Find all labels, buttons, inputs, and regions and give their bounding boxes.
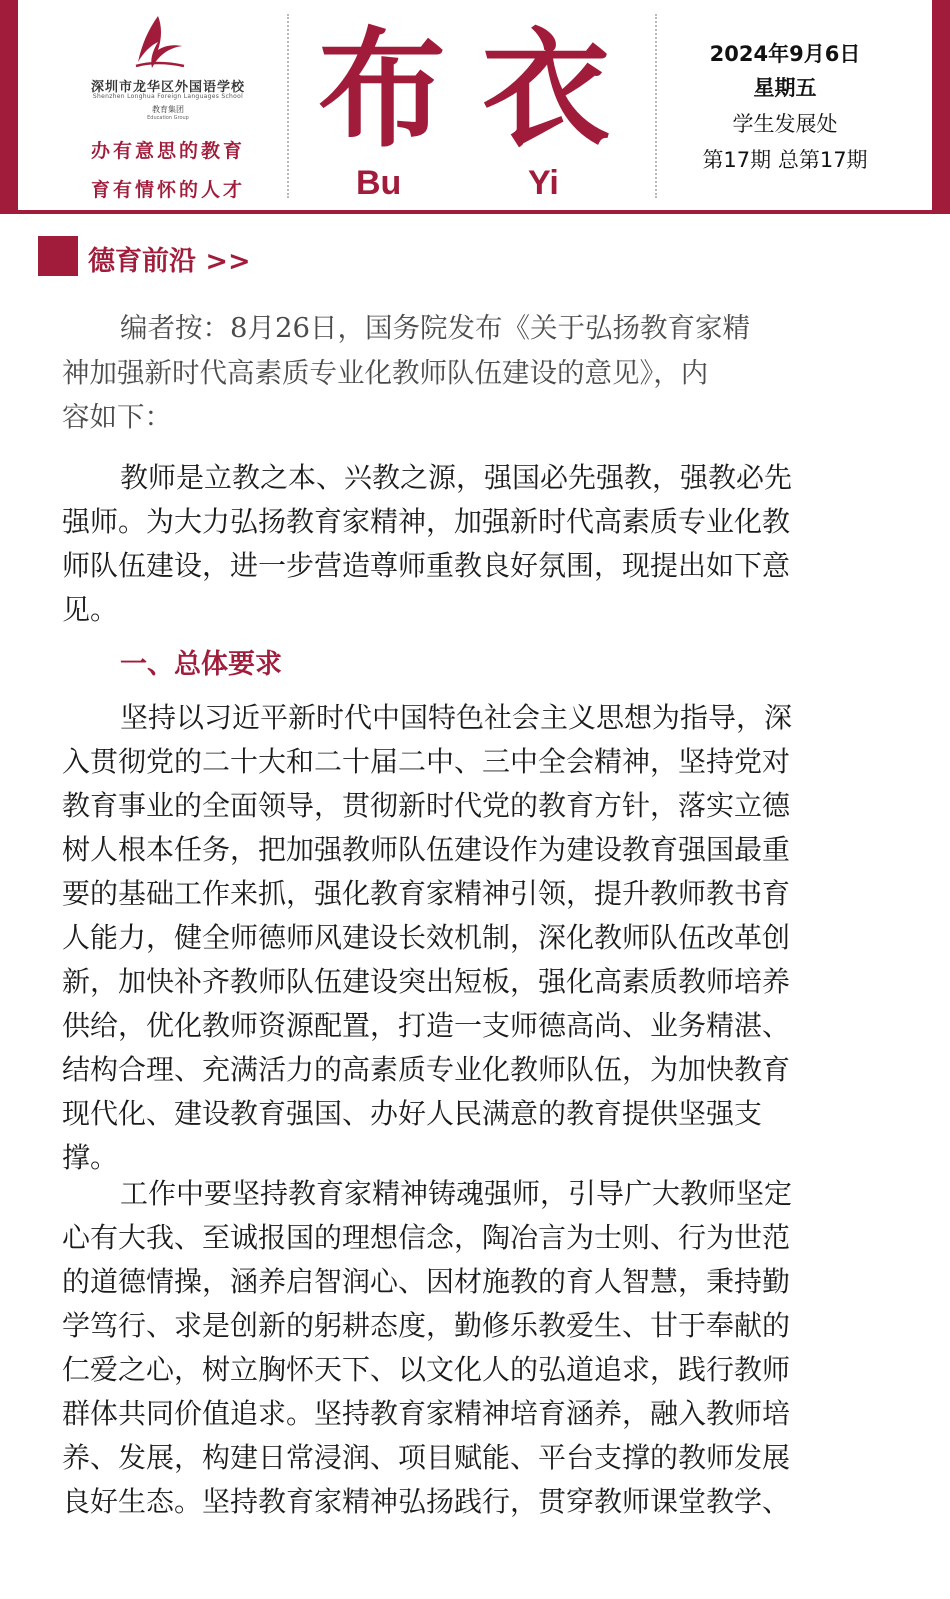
paragraph-line: 工作中要坚持教育家精神铸魂强师，引导广大教师坚定 bbox=[120, 1177, 793, 1210]
slogan-line-2: 育有情怀的人才 bbox=[90, 179, 245, 201]
editor-note-line: 神加强新时代高素质专业化教师队伍建设的意见》，内 bbox=[62, 356, 709, 389]
paragraph-line: 人能力，健全师德师风建设长效机制，深化教师队伍改革创 bbox=[62, 921, 791, 954]
paragraph-intro bbox=[62, 456, 874, 632]
paragraph-line: 仁爱之心，树立胸怀天下、以文化人的弘道追求，践行教师 bbox=[62, 1353, 791, 1386]
masthead-pinyin-1: Bu bbox=[356, 164, 402, 202]
paragraph-line: 教师是立教之本、兴教之源，强国必先强教，强教必先 bbox=[120, 461, 793, 494]
issue-weekday: 星期五 bbox=[753, 76, 817, 100]
paragraph-line: 师队伍建设，进一步营造尊师重教良好氛围，现提出如下意 bbox=[62, 549, 791, 582]
paragraph-line: 树人根本任务，把加强教师队伍建设作为建设教育强国最重 bbox=[62, 833, 791, 866]
paragraph-line: 的道德情操，涵养启智润心、因材施教的育人智慧，秉持勤 bbox=[62, 1265, 791, 1298]
masthead-char-1: 布 bbox=[318, 15, 447, 165]
paragraph-line: 要的基础工作来抓，强化教育家精神引领，提升教师教书育 bbox=[62, 877, 791, 910]
paragraph-line: 入贯彻党的二十大和二十届二中、三中全会精神，坚持党对 bbox=[62, 745, 791, 778]
paragraph-line: 现代化、建设教育强国、办好人民满意的教育提供坚强支 bbox=[62, 1097, 763, 1130]
header-divider-right bbox=[655, 14, 657, 198]
paragraph-line: 强师。为大力弘扬教育家精神，加强新时代高素质专业化教 bbox=[62, 505, 791, 538]
school-name: 深圳市龙华区外国语学校 bbox=[90, 80, 245, 95]
section-title: 德育前沿 >> bbox=[88, 246, 251, 277]
paragraph-general-requirements bbox=[62, 696, 874, 1180]
paragraph-line: 群体共同价值追求。坚持教育家精神培育涵养，融入教师培 bbox=[62, 1397, 791, 1430]
slogan-line-1: 办有意思的教育 bbox=[90, 140, 245, 162]
paragraph-line: 养、发展，构建日常浸润、项目赋能、平台支撑的教师发展 bbox=[62, 1441, 791, 1474]
paragraph-line: 见。 bbox=[62, 593, 119, 626]
group-name: 教育集团 bbox=[152, 105, 184, 114]
editor-note bbox=[62, 306, 874, 440]
right-accent-bar bbox=[932, 0, 950, 212]
issue-number: 第17期 总第17期 bbox=[702, 148, 868, 172]
masthead-char-2: 衣 bbox=[482, 15, 611, 165]
paragraph-line: 撑。 bbox=[62, 1141, 119, 1174]
header-bottom-rule bbox=[0, 210, 950, 214]
paragraph-line: 学笃行、求是创新的躬耕态度，勤修乐教爱生、甘于奉献的 bbox=[62, 1309, 791, 1342]
school-name-english: Shenzhen Longhua Foreign Languages School bbox=[92, 93, 244, 100]
editor-note-line: 容如下： bbox=[62, 401, 172, 433]
paragraph-line: 教育事业的全面领导，贯彻新时代党的教育方针，落实立德 bbox=[62, 789, 791, 822]
editor-note-line: 编者按：8月26日，国务院发布《关于弘扬教育家精 bbox=[120, 312, 750, 344]
masthead-pinyin-2: Yi bbox=[528, 164, 559, 202]
paragraph-line: 供给，优化教师资源配置，打造一支师德高尚、业务精湛、 bbox=[62, 1009, 791, 1042]
header-divider-left bbox=[287, 14, 289, 198]
left-accent-bar bbox=[0, 0, 18, 212]
paragraph-line: 坚持以习近平新时代中国特色社会主义思想为指导，深 bbox=[120, 701, 793, 734]
paragraph-education-spirit bbox=[62, 1172, 874, 1524]
paragraph-line: 结构合理、充满活力的高素质专业化教师队伍，为加快教育 bbox=[62, 1053, 791, 1086]
paragraph-line: 新，加快补齐教师队伍建设突出短板，强化高素质教师培养 bbox=[62, 965, 791, 998]
paragraph-line: 心有大我、至诚报国的理想信念，陶冶言为士则、行为世范 bbox=[62, 1221, 791, 1254]
subheading-general-requirements: 一、总体要求 bbox=[120, 649, 282, 680]
group-name-english: Education Group bbox=[147, 115, 189, 121]
section-marker-icon bbox=[38, 236, 78, 276]
issue-date: 2024年9月6日 bbox=[709, 42, 861, 66]
publisher-department: 学生发展处 bbox=[732, 112, 838, 136]
school-logo-icon bbox=[128, 12, 188, 72]
paragraph-line: 良好生态。坚持教育家精神弘扬践行，贯穿教师课堂教学、 bbox=[62, 1485, 791, 1518]
